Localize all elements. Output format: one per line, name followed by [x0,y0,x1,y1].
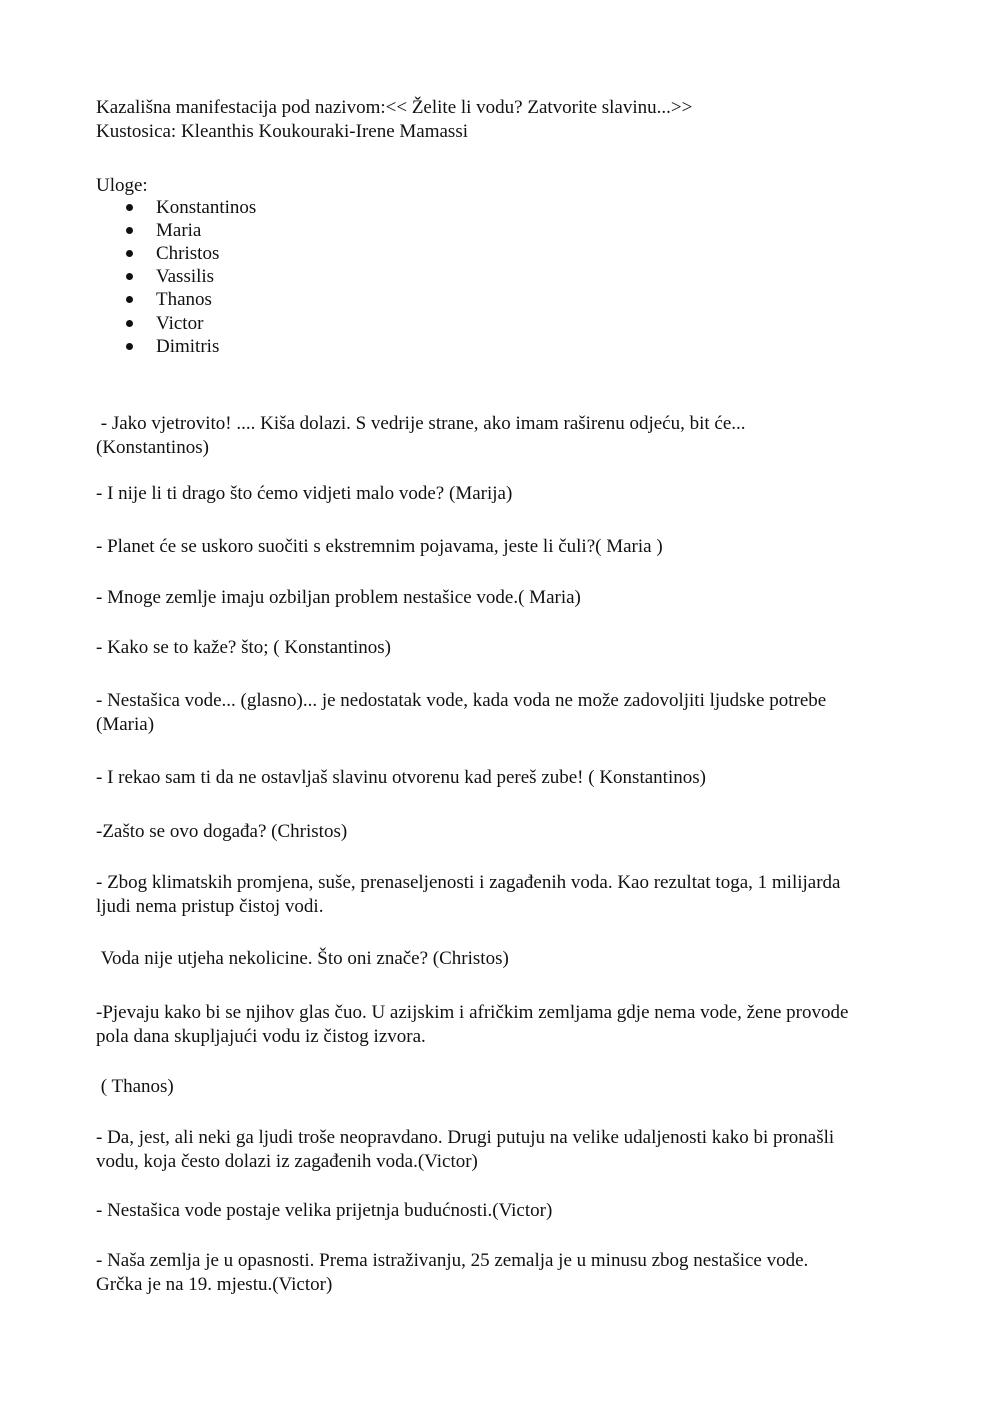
role-item: Thanos [156,289,212,310]
dialogue-line: - Mnoge zemlje imaju ozbiljan problem nestašice vode.( Maria) [96,587,581,608]
role-item: Victor [156,313,204,334]
bullet-icon [126,273,133,280]
dialogue-line: Voda nije utjeha nekolicine. Što oni znače? (Christos) [96,948,509,969]
dialogue-line: - Kako se to kaže? što; ( Konstantinos) [96,637,391,658]
dialogue-line: - Nestašica vode... (glasno)... je nedostatak vode, kada voda ne može zadovoljiti ljudske potrebe (Maria) [96,690,827,735]
role-item: Maria [156,220,202,241]
bullet-icon [126,204,133,211]
role-item: Vassilis [156,266,215,287]
role-item: Dimitris [156,336,220,357]
bullet-icon [126,250,133,257]
dialogue-line: ( Thanos) [96,1076,174,1097]
bullet-icon [126,343,133,350]
dialogue-line: - Jako vjetrovito! .... Kiša dolazi. S vedrije strane, ako imam raširenu odjeću, bit će... (Konstantinos) [96,413,746,458]
dialogue-line: - Da, jest, ali neki ga ljudi troše neopravdano. Drugi putuju na velike udaljenosti kako bi pronašli vodu, koja često dolazi iz zagađenih voda.(Victor) [96,1127,835,1172]
curator-line: Kustosica: Kleanthis Koukouraki-Irene Mamassi [96,121,468,142]
roles-heading: Uloge: [96,175,148,196]
dialogue-line: - Planet će se uskoro suočiti s ekstremnim pojavama, jeste li čuli?( Maria ) [96,536,663,557]
bullet-icon [126,296,133,303]
role-item: Christos [156,243,220,264]
dialogue-line: - Zbog klimatskih promjena, suše, prenaseljenosti i zagađenih voda. Kao rezultat toga, 1 milijarda ljudi nema pristup čistoj vodi. [96,872,841,917]
bullet-icon [126,320,133,327]
dialogue-line: - Nestašica vode postaje velika prijetnja budućnosti.(Victor) [96,1200,553,1221]
dialogue-line: - I nije li ti drago što ćemo vidjeti malo vode? (Marija) [96,483,513,504]
role-item: Konstantinos [156,197,257,218]
dialogue-line: - I rekao sam ti da ne ostavljaš slavinu otvorenu kad pereš zube! ( Konstantinos) [96,767,706,788]
dialogue-line: - Naša zemlja je u opasnosti. Prema istraživanju, 25 zemalja je u minusu zbog nestašice vode. Grčka je na 19. mjestu.(Victor) [96,1250,809,1295]
dialogue-line: -Zašto se ovo događa? (Christos) [96,821,348,842]
event-title: Kazališna manifestacija pod nazivom:<< Želite li vodu? Zatvorite slavinu...>> [96,97,693,118]
dialogue-line: -Pjevaju kako bi se njihov glas čuo. U azijskim i afričkim zemljama gdje nema vode, žene provode pola dana skupljajući vodu iz čistog izvora. [96,1002,849,1047]
bullet-icon [126,227,133,234]
